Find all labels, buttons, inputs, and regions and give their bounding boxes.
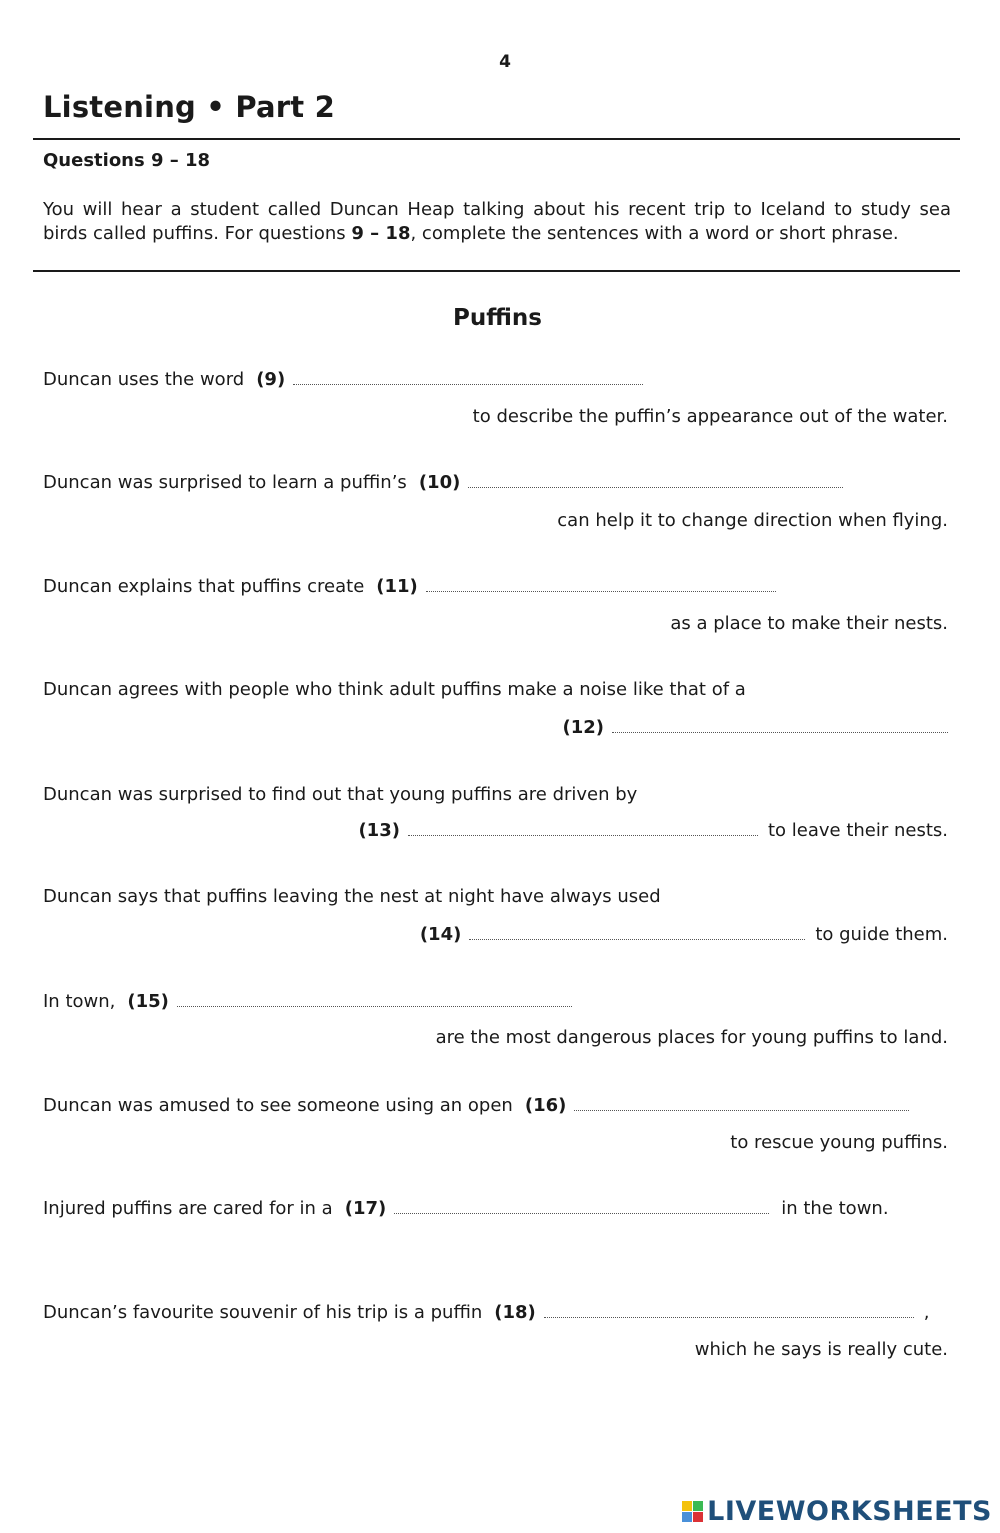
answer-blank-13[interactable] <box>408 821 758 836</box>
question-14-line <box>43 886 661 907</box>
answer-blank-15[interactable] <box>177 992 572 1007</box>
question-16-line <box>43 1095 909 1116</box>
question-14-continuation: to guide them. <box>815 924 948 945</box>
question-12-answer-line <box>550 717 948 738</box>
answer-blank-12[interactable] <box>612 718 948 733</box>
question-16-number: (16) <box>524 1095 567 1116</box>
instructions-text-1: You will hear a student called Duncan Heap talking about his recent trip to Iceland to study sea birds called puffins. For questions <box>43 199 951 244</box>
question-14-answer-line <box>408 924 948 945</box>
question-15-continuation: are the most dangerous places for young puffins to land. <box>435 1027 948 1048</box>
question-13-number: (13) <box>358 820 400 841</box>
mid-divider <box>33 270 960 272</box>
question-18-text: Duncan’s favourite souvenir of his trip is a puffin <box>43 1302 483 1323</box>
question-14-number: (14) <box>419 924 462 945</box>
question-10-text: Duncan was surprised to learn a puffin’s <box>43 472 407 493</box>
instructions <box>43 198 951 246</box>
answer-blank-18[interactable] <box>544 1303 914 1318</box>
question-12-number: (12) <box>562 717 604 738</box>
question-15-text: In town, <box>43 991 116 1012</box>
questions-range: Questions 9 – 18 <box>43 150 211 171</box>
question-9-text: Duncan uses the word <box>43 369 245 390</box>
question-11-text: Duncan explains that puffins create <box>43 576 365 597</box>
answer-blank-9[interactable] <box>293 370 643 385</box>
question-17-number: (17) <box>344 1198 387 1219</box>
question-11-continuation: as a place to make their nests. <box>670 613 948 634</box>
liveworksheets-logo-icon <box>682 1501 703 1522</box>
question-18-line <box>43 1302 930 1323</box>
question-17-continuation: in the town. <box>781 1198 889 1219</box>
answer-blank-11[interactable] <box>426 577 776 592</box>
answer-blank-16[interactable] <box>574 1096 909 1111</box>
instructions-bold: 9 – 18 <box>351 223 411 244</box>
question-16-text: Duncan was amused to see someone using an open <box>43 1095 513 1116</box>
question-15-number: (15) <box>127 991 169 1012</box>
answer-blank-10[interactable] <box>468 473 843 488</box>
top-divider <box>33 138 960 140</box>
question-12-line <box>43 679 746 700</box>
question-12-text: Duncan agrees with people who think adult puffins make a noise like that of a <box>43 679 746 700</box>
question-10-continuation: can help it to change direction when flying. <box>557 510 948 531</box>
question-16-continuation: to rescue young puffins. <box>730 1132 948 1153</box>
question-13-line <box>43 784 637 805</box>
question-18-comma: , <box>923 1302 930 1323</box>
question-11-number: (11) <box>376 576 418 597</box>
question-9-continuation: to describe the puffin’s appearance out of the water. <box>472 406 948 427</box>
liveworksheets-logo-text: LIVEWORKSHEETS <box>707 1496 992 1527</box>
question-14-text: Duncan says that puffins leaving the nest at night have always used <box>43 886 661 907</box>
question-15-line <box>43 991 572 1012</box>
question-13-answer-line <box>346 820 948 841</box>
question-9-number: (9) <box>256 369 286 390</box>
page-number: 4 <box>499 52 511 72</box>
question-10-line <box>43 472 843 493</box>
question-9-line <box>43 369 643 390</box>
answer-blank-14[interactable] <box>469 925 805 940</box>
question-18-number: (18) <box>494 1302 536 1323</box>
question-11-line <box>43 576 776 597</box>
section-title: Listening • Part 2 <box>43 90 336 124</box>
answer-blank-17[interactable] <box>394 1199 769 1214</box>
question-13-continuation: to leave their nests. <box>767 820 948 841</box>
liveworksheets-logo <box>682 1496 992 1527</box>
worksheet-title: Puffins <box>453 305 542 331</box>
question-17-text: Injured puffins are cared for in a <box>43 1198 333 1219</box>
instructions-text-2: , complete the sentences with a word or short phrase. <box>410 223 899 244</box>
question-13-text: Duncan was surprised to find out that young puffins are driven by <box>43 784 638 805</box>
question-18-continuation: which he says is really cute. <box>694 1339 948 1360</box>
question-17-line <box>43 1198 889 1219</box>
question-10-number: (10) <box>418 472 461 493</box>
